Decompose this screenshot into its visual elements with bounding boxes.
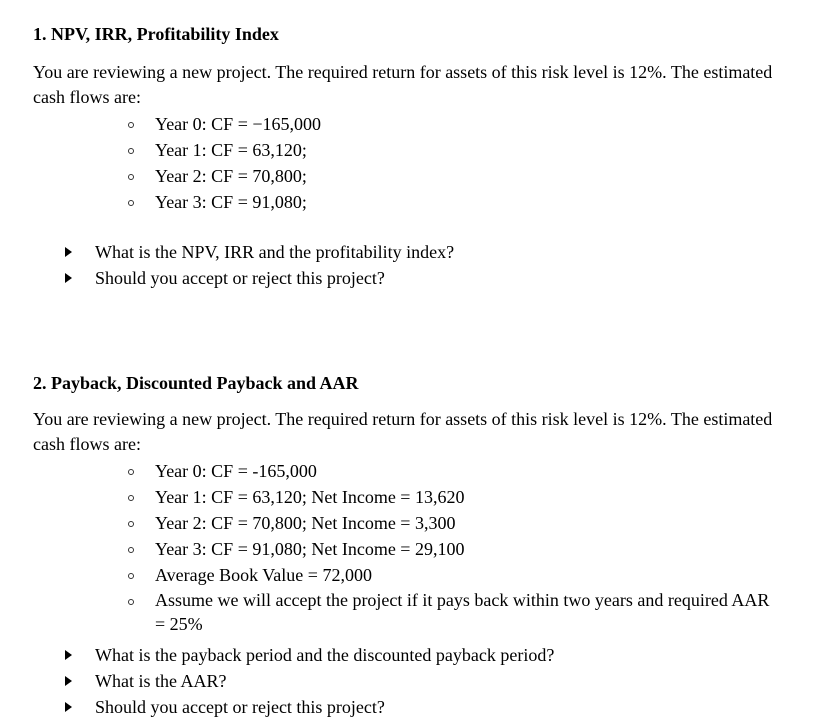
list-item-text: Year 0: CF = -165,000	[155, 461, 317, 481]
list-item-text: Year 3: CF = 91,080;	[155, 192, 307, 212]
triangle-bullet-icon	[65, 676, 72, 686]
list-item	[120, 536, 770, 562]
section1-cash-flow-list	[120, 111, 321, 215]
list-item	[60, 265, 454, 291]
list-item-text: What is the AAR?	[95, 671, 227, 691]
list-item	[120, 562, 770, 588]
circle-bullet-icon	[128, 599, 134, 605]
section1-heading: 1. NPV, IRR, Profitability Index	[33, 24, 279, 44]
list-item	[120, 137, 321, 163]
circle-bullet-icon	[128, 495, 134, 501]
circle-bullet-icon	[128, 174, 134, 180]
circle-bullet-icon	[128, 469, 134, 475]
list-item	[60, 642, 554, 668]
list-item	[60, 239, 454, 265]
triangle-bullet-icon	[65, 650, 72, 660]
list-item-text: Should you accept or reject this project?	[95, 268, 385, 288]
list-item-text: Average Book Value = 72,000	[155, 565, 372, 585]
list-item-text: What is the NPV, IRR and the profitability index?	[95, 242, 455, 262]
list-item-text: What is the payback period and the discounted payback period?	[95, 645, 555, 665]
circle-bullet-icon	[128, 573, 134, 579]
list-item-text: Year 1: CF = 63,120;	[155, 140, 307, 160]
list-item	[60, 668, 554, 694]
section1-intro: You are reviewing a new project. The required return for assets of this risk level is 12%. The estimated cash flows are:	[33, 62, 773, 107]
list-item-text: Should you accept or reject this project?	[95, 697, 385, 717]
triangle-bullet-icon	[65, 702, 72, 712]
circle-bullet-icon	[128, 122, 134, 128]
list-item	[120, 163, 321, 189]
circle-bullet-icon	[128, 547, 134, 553]
list-item-text: Year 2: CF = 70,800; Net Income = 3,300	[155, 513, 456, 533]
list-item	[120, 588, 770, 636]
list-item-text: Year 2: CF = 70,800;	[155, 166, 307, 186]
triangle-bullet-icon	[65, 273, 72, 283]
list-item	[120, 484, 770, 510]
section1-question-list	[60, 239, 454, 291]
list-item	[120, 111, 321, 137]
circle-bullet-icon	[128, 148, 134, 154]
section2-heading: 2. Payback, Discounted Payback and AAR	[33, 373, 359, 393]
list-item	[120, 458, 770, 484]
triangle-bullet-icon	[65, 247, 72, 257]
list-item-text: Assume we will accept the project if it pays back within two years and required AAR = 25%	[155, 590, 770, 634]
list-item-text: Year 1: CF = 63,120; Net Income = 13,620	[155, 487, 465, 507]
list-item	[120, 510, 770, 536]
circle-bullet-icon	[128, 521, 134, 527]
list-item-text: Year 3: CF = 91,080; Net Income = 29,100	[155, 539, 465, 559]
section2-question-list	[60, 642, 554, 720]
circle-bullet-icon	[128, 200, 134, 206]
section2-intro: You are reviewing a new project. The required return for assets of this risk level is 12%. The estimated cash flows are:	[33, 409, 773, 454]
list-item	[60, 694, 554, 720]
section2-item-list	[120, 458, 770, 636]
list-item	[120, 189, 321, 215]
list-item-text: Year 0: CF = −165,000	[155, 114, 321, 134]
